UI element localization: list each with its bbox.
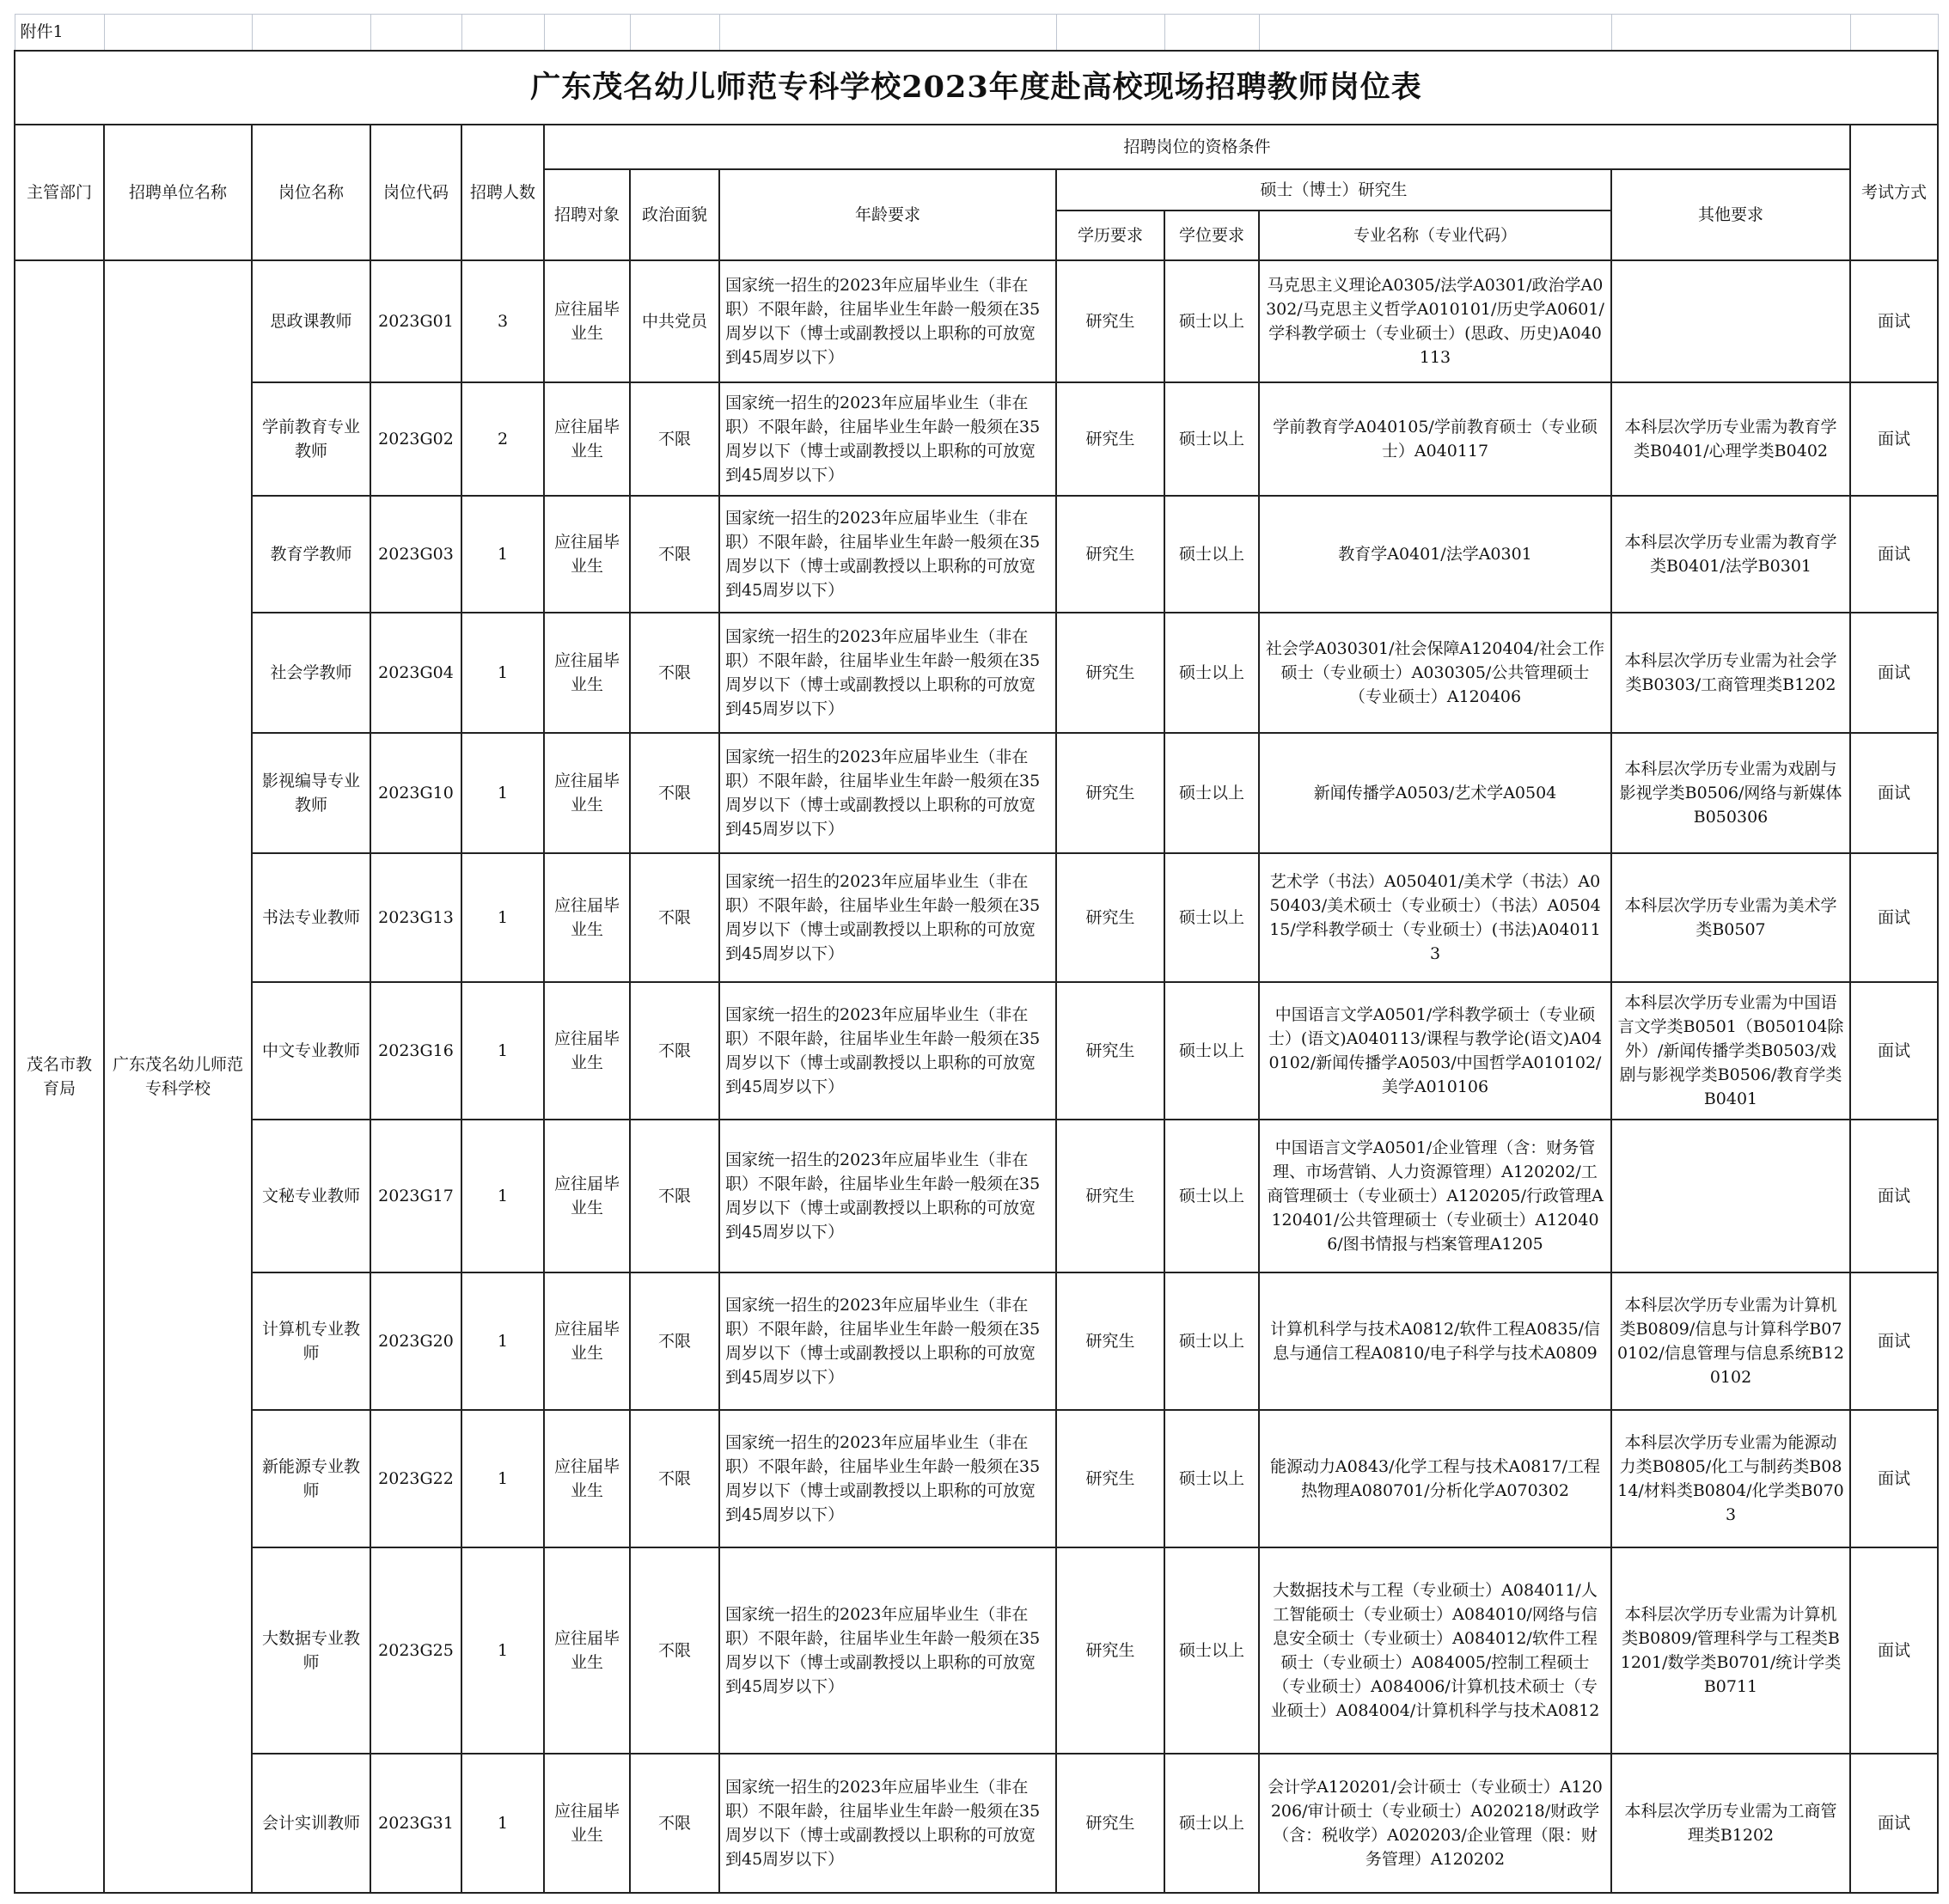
- education: 研究生: [1056, 853, 1164, 982]
- major: 中国语言文学A0501/企业管理（含：财务管理、市场营销、人力资源管理）A120202/工商管理硕士（专业硕士）A120205/行政管理A120401/公共管理硕士（专业硕士）A120406/图书情报与档案管理A1205: [1259, 1120, 1611, 1272]
- target: 应往届毕业生: [544, 1754, 630, 1893]
- politics: 不限: [630, 853, 719, 982]
- post-name: 思政课教师: [252, 260, 370, 382]
- education: 研究生: [1056, 496, 1164, 613]
- header-age: 年龄要求: [719, 169, 1056, 260]
- exam-method: 面试: [1850, 1120, 1938, 1272]
- headcount: 1: [461, 1272, 544, 1410]
- header-qualifications: 招聘岗位的资格条件: [544, 125, 1850, 169]
- post-name: 大数据专业教师: [252, 1547, 370, 1754]
- major: 中国语言文学A0501/学科教学硕士（专业硕士）(语文)A040113/课程与教学论(语文)A040102/新闻传播学A0503/中国哲学A010102/美学A010106: [1259, 982, 1611, 1120]
- recruitment-table: [14, 14, 1939, 1894]
- major: 艺术学（书法）A050401/美术学（书法）A050403/美术硕士（专业硕士）（书法）A050415/学科教学硕士（专业硕士）(书法)A040113: [1259, 853, 1611, 982]
- major: 会计学A120201/会计硕士（专业硕士）A120206/审计硕士（专业硕士）A020218/财政学（含：税收学）A020203/企业管理（限：财务管理）A120202: [1259, 1754, 1611, 1893]
- headcount: 1: [461, 853, 544, 982]
- dept-cell: 茂名市教育局: [15, 260, 104, 1893]
- headcount: 1: [461, 496, 544, 613]
- major: 教育学A0401/法学A0301: [1259, 496, 1611, 613]
- post-code: 2023G02: [370, 382, 461, 496]
- attachment-label: 附件1: [15, 15, 104, 51]
- post-name: 书法专业教师: [252, 853, 370, 982]
- degree: 硕士以上: [1164, 613, 1259, 733]
- major: 社会学A030301/社会保障A120404/社会工作硕士（专业硕士）A030305/公共管理硕士（专业硕士）A120406: [1259, 613, 1611, 733]
- exam-method: 面试: [1850, 1754, 1938, 1893]
- education: 研究生: [1056, 1754, 1164, 1893]
- post-name: 文秘专业教师: [252, 1120, 370, 1272]
- other-requirement: 本科层次学历专业需为社会学类B0303/工商管理类B1202: [1611, 613, 1850, 733]
- unit-cell: 广东茂名幼儿师范专科学校: [104, 260, 252, 1893]
- education: 研究生: [1056, 733, 1164, 853]
- header-target: 招聘对象: [544, 169, 630, 260]
- post-code: 2023G16: [370, 982, 461, 1120]
- target: 应往届毕业生: [544, 1410, 630, 1547]
- post-code: 2023G25: [370, 1547, 461, 1754]
- target: 应往届毕业生: [544, 496, 630, 613]
- other-requirement: 本科层次学历专业需为教育学类B0401/心理学类B0402: [1611, 382, 1850, 496]
- target: 应往届毕业生: [544, 982, 630, 1120]
- major: 新闻传播学A0503/艺术学A0504: [1259, 733, 1611, 853]
- degree: 硕士以上: [1164, 1754, 1259, 1893]
- target: 应往届毕业生: [544, 382, 630, 496]
- age-requirement: 国家统一招生的2023年应届毕业生（非在职）不限年龄，往届毕业生年龄一般须在35周岁以下（博士或副教授以上职称的可放宽到45周岁以下）: [719, 1754, 1056, 1893]
- post-name: 计算机专业教师: [252, 1272, 370, 1410]
- header-other: 其他要求: [1611, 169, 1850, 260]
- degree: 硕士以上: [1164, 1272, 1259, 1410]
- post-code: 2023G31: [370, 1754, 461, 1893]
- exam-method: 面试: [1850, 1410, 1938, 1547]
- headcount: 1: [461, 982, 544, 1120]
- post-name: 中文专业教师: [252, 982, 370, 1120]
- politics: 不限: [630, 382, 719, 496]
- age-requirement: 国家统一招生的2023年应届毕业生（非在职）不限年龄，往届毕业生年龄一般须在35周岁以下（博士或副教授以上职称的可放宽到45周岁以下）: [719, 853, 1056, 982]
- exam-method: 面试: [1850, 733, 1938, 853]
- education: 研究生: [1056, 1272, 1164, 1410]
- exam-method: 面试: [1850, 613, 1938, 733]
- post-name: 影视编导专业教师: [252, 733, 370, 853]
- table-row: [15, 1754, 1938, 1893]
- degree: 硕士以上: [1164, 982, 1259, 1120]
- post-name: 社会学教师: [252, 613, 370, 733]
- degree: 硕士以上: [1164, 260, 1259, 382]
- other-requirement: 本科层次学历专业需为工商管理类B1202: [1611, 1754, 1850, 1893]
- politics: 不限: [630, 1410, 719, 1547]
- politics: 不限: [630, 1754, 719, 1893]
- headcount: 1: [461, 613, 544, 733]
- target: 应往届毕业生: [544, 733, 630, 853]
- major: 能源动力A0843/化学工程与技术A0817/工程热物理A080701/分析化学A070302: [1259, 1410, 1611, 1547]
- politics: 不限: [630, 613, 719, 733]
- table-row: [15, 613, 1938, 733]
- age-requirement: 国家统一招生的2023年应届毕业生（非在职）不限年龄，往届毕业生年龄一般须在35周岁以下（博士或副教授以上职称的可放宽到45周岁以下）: [719, 1272, 1056, 1410]
- age-requirement: 国家统一招生的2023年应届毕业生（非在职）不限年龄，往届毕业生年龄一般须在35周岁以下（博士或副教授以上职称的可放宽到45周岁以下）: [719, 1410, 1056, 1547]
- education: 研究生: [1056, 1410, 1164, 1547]
- table-row: [15, 733, 1938, 853]
- header-graduate: 硕士（博士）研究生: [1056, 169, 1611, 211]
- post-name: 新能源专业教师: [252, 1410, 370, 1547]
- table-row: [15, 382, 1938, 496]
- education: 研究生: [1056, 1547, 1164, 1754]
- age-requirement: 国家统一招生的2023年应届毕业生（非在职）不限年龄，往届毕业生年龄一般须在35周岁以下（博士或副教授以上职称的可放宽到45周岁以下）: [719, 1547, 1056, 1754]
- exam-method: 面试: [1850, 1272, 1938, 1410]
- table-row: [15, 982, 1938, 1120]
- degree: 硕士以上: [1164, 1547, 1259, 1754]
- post-code: 2023G17: [370, 1120, 461, 1272]
- header-num: 招聘人数: [461, 125, 544, 260]
- target: 应往届毕业生: [544, 1547, 630, 1754]
- post-name: 教育学教师: [252, 496, 370, 613]
- headcount: 1: [461, 1120, 544, 1272]
- header-politics: 政治面貌: [630, 169, 719, 260]
- post-code: 2023G01: [370, 260, 461, 382]
- age-requirement: 国家统一招生的2023年应届毕业生（非在职）不限年龄，往届毕业生年龄一般须在35周岁以下（博士或副教授以上职称的可放宽到45周岁以下）: [719, 733, 1056, 853]
- target: 应往届毕业生: [544, 260, 630, 382]
- exam-method: 面试: [1850, 260, 1938, 382]
- table-row: [15, 1272, 1938, 1410]
- exam-method: 面试: [1850, 982, 1938, 1120]
- headcount: 2: [461, 382, 544, 496]
- degree: 硕士以上: [1164, 1120, 1259, 1272]
- table-row: [15, 1120, 1938, 1272]
- politics: 不限: [630, 1547, 719, 1754]
- table-row: [15, 1547, 1938, 1754]
- education: 研究生: [1056, 1120, 1164, 1272]
- headcount: 1: [461, 1754, 544, 1893]
- target: 应往届毕业生: [544, 853, 630, 982]
- headcount: 1: [461, 733, 544, 853]
- major: 计算机科学与技术A0812/软件工程A0835/信息与通信工程A0810/电子科学与技术A0809: [1259, 1272, 1611, 1410]
- age-requirement: 国家统一招生的2023年应届毕业生（非在职）不限年龄，往届毕业生年龄一般须在35周岁以下（博士或副教授以上职称的可放宽到45周岁以下）: [719, 496, 1056, 613]
- politics: 不限: [630, 1120, 719, 1272]
- other-requirement: [1611, 1120, 1850, 1272]
- politics: 中共党员: [630, 260, 719, 382]
- table-row: [15, 1410, 1938, 1547]
- table-row: [15, 853, 1938, 982]
- education: 研究生: [1056, 260, 1164, 382]
- headcount: 3: [461, 260, 544, 382]
- education: 研究生: [1056, 382, 1164, 496]
- header-education: 学历要求: [1056, 211, 1164, 260]
- politics: 不限: [630, 733, 719, 853]
- post-name: 会计实训教师: [252, 1754, 370, 1893]
- major: 学前教育学A040105/学前教育硕士（专业硕士）A040117: [1259, 382, 1611, 496]
- post-code: 2023G03: [370, 496, 461, 613]
- major: 大数据技术与工程（专业硕士）A084011/人工智能硕士（专业硕士）A084010/网络与信息安全硕士（专业硕士）A084012/软件工程硕士（专业硕士）A084005/控制工程硕士（专业硕士）A084006/计算机技术硕士（专业硕士）A084004/计算机科学与技术A0812: [1259, 1547, 1611, 1754]
- table-row: [15, 260, 1938, 382]
- other-requirement: 本科层次学历专业需为能源动力类B0805/化工与制药类B0814/材料类B0804/化学类B0703: [1611, 1410, 1850, 1547]
- headcount: 1: [461, 1410, 544, 1547]
- other-requirement: 本科层次学历专业需为教育学类B0401/法学B0301: [1611, 496, 1850, 613]
- post-code: 2023G22: [370, 1410, 461, 1547]
- exam-method: 面试: [1850, 496, 1938, 613]
- politics: 不限: [630, 496, 719, 613]
- exam-method: 面试: [1850, 382, 1938, 496]
- header-post: 岗位名称: [252, 125, 370, 260]
- target: 应往届毕业生: [544, 1120, 630, 1272]
- education: 研究生: [1056, 613, 1164, 733]
- degree: 硕士以上: [1164, 733, 1259, 853]
- target: 应往届毕业生: [544, 613, 630, 733]
- degree: 硕士以上: [1164, 382, 1259, 496]
- age-requirement: 国家统一招生的2023年应届毕业生（非在职）不限年龄，往届毕业生年龄一般须在35周岁以下（博士或副教授以上职称的可放宽到45周岁以下）: [719, 260, 1056, 382]
- post-name: 学前教育专业教师: [252, 382, 370, 496]
- education: 研究生: [1056, 982, 1164, 1120]
- post-code: 2023G10: [370, 733, 461, 853]
- other-requirement: 本科层次学历专业需为计算机类B0809/信息与计算科学B070102/信息管理与信息系统B120102: [1611, 1272, 1850, 1410]
- header-exam: 考试方式: [1850, 125, 1938, 260]
- age-requirement: 国家统一招生的2023年应届毕业生（非在职）不限年龄，往届毕业生年龄一般须在35周岁以下（博士或副教授以上职称的可放宽到45周岁以下）: [719, 982, 1056, 1120]
- other-requirement: 本科层次学历专业需为戏剧与影视学类B0506/网络与新媒体B050306: [1611, 733, 1850, 853]
- age-requirement: 国家统一招生的2023年应届毕业生（非在职）不限年龄，往届毕业生年龄一般须在35周岁以下（博士或副教授以上职称的可放宽到45周岁以下）: [719, 613, 1056, 733]
- header-unit: 招聘单位名称: [104, 125, 252, 260]
- post-code: 2023G13: [370, 853, 461, 982]
- age-requirement: 国家统一招生的2023年应届毕业生（非在职）不限年龄，往届毕业生年龄一般须在35周岁以下（博士或副教授以上职称的可放宽到45周岁以下）: [719, 382, 1056, 496]
- age-requirement: 国家统一招生的2023年应届毕业生（非在职）不限年龄，往届毕业生年龄一般须在35周岁以下（博士或副教授以上职称的可放宽到45周岁以下）: [719, 1120, 1056, 1272]
- degree: 硕士以上: [1164, 853, 1259, 982]
- major: 马克思主义理论A0305/法学A0301/政治学A0302/马克思主义哲学A010101/历史学A0601/学科教学硕士（专业硕士）(思政、历史)A040113: [1259, 260, 1611, 382]
- header-major: 专业名称（专业代码）: [1259, 211, 1611, 260]
- other-requirement: 本科层次学历专业需为计算机类B0809/管理科学与工程类B1201/数学类B0701/统计学类B0711: [1611, 1547, 1850, 1754]
- politics: 不限: [630, 982, 719, 1120]
- politics: 不限: [630, 1272, 719, 1410]
- post-code: 2023G20: [370, 1272, 461, 1410]
- table-row: [15, 496, 1938, 613]
- header-dept: 主管部门: [15, 125, 104, 260]
- exam-method: 面试: [1850, 1547, 1938, 1754]
- exam-method: 面试: [1850, 853, 1938, 982]
- header-degree: 学位要求: [1164, 211, 1259, 260]
- other-requirement: [1611, 260, 1850, 382]
- other-requirement: 本科层次学历专业需为中国语言文学类B0501（B050104除外）/新闻传播学类B0503/戏剧与影视学类B0506/教育学类B0401: [1611, 982, 1850, 1120]
- headcount: 1: [461, 1547, 544, 1754]
- degree: 硕士以上: [1164, 496, 1259, 613]
- post-code: 2023G04: [370, 613, 461, 733]
- degree: 硕士以上: [1164, 1410, 1259, 1547]
- target: 应往届毕业生: [544, 1272, 630, 1410]
- header-code: 岗位代码: [370, 125, 461, 260]
- page-title: 广东茂名幼儿师范专科学校2023年度赴高校现场招聘教师岗位表: [15, 51, 1938, 125]
- other-requirement: 本科层次学历专业需为美术学类B0507: [1611, 853, 1850, 982]
